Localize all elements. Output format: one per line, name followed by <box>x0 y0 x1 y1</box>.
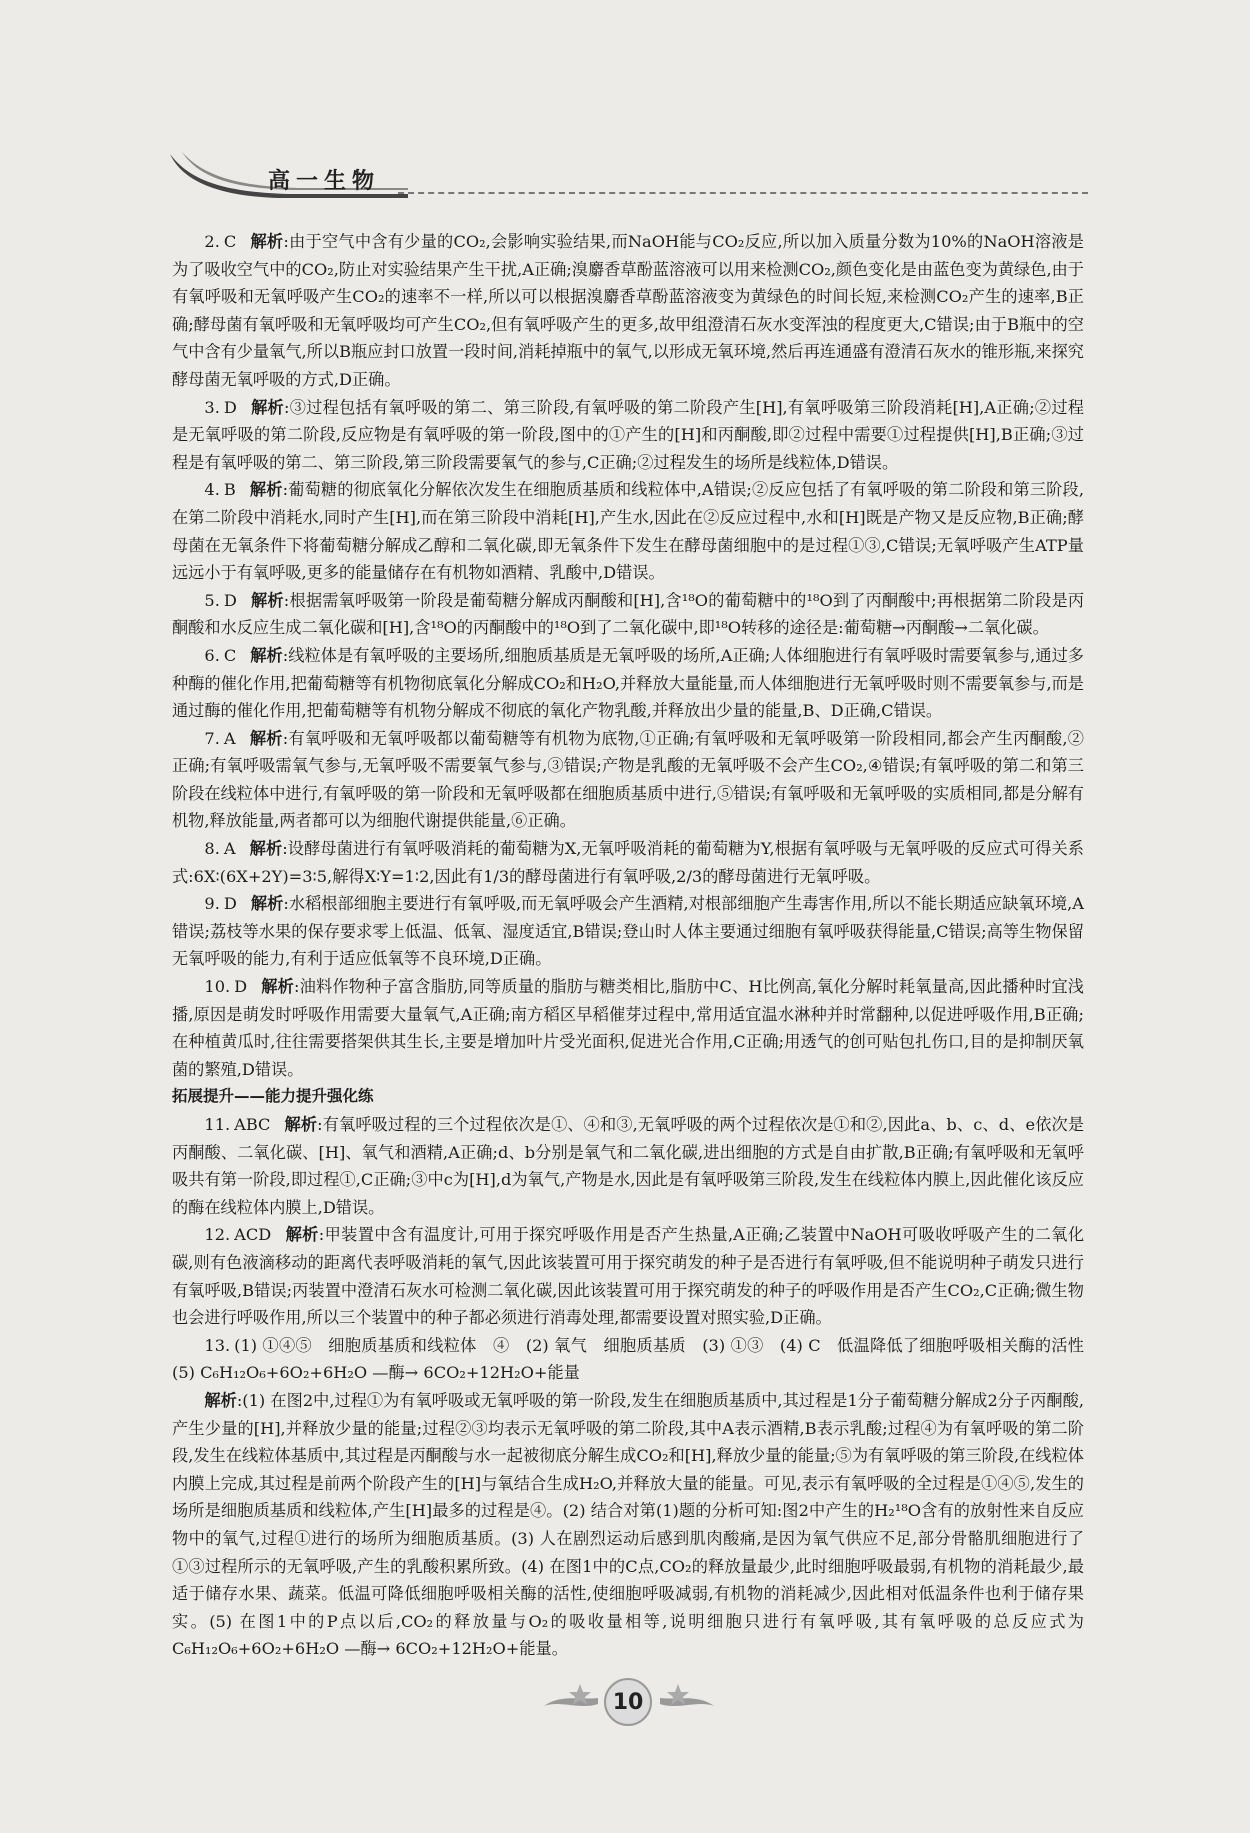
page-footer <box>540 1670 720 1730</box>
answer-item: 2. C 解析:由于空气中含有少量的CO₂,会影响实验结果,而NaOH能与CO₂反应,所以加入质量分数为10%的NaOH溶液是为了吸收空气中的CO₂,防止对实验结果产生干扰,A正确;溴麝香草酚蓝溶液可以用来检测CO₂,颜色变化是由蓝色变为黄绿色,由于有氧呼吸和无氧呼吸产生CO₂的速率不一样,所以可以根据溴麝香草酚蓝溶液变为黄绿色的时间长短,来检测CO₂产生的速率,B正确;酵母菌有氧呼吸和无氧呼吸均可产生CO₂,但有氧呼吸产生的更多,故甲组澄清石灰水变浑浊的程度更大,C错误;由于B瓶中的空气中含有少量氧气,所以B瓶应封口放置一段时间,消耗掉瓶中的氧气,以形成无氧环境,然后再连通盛有澄清石灰水的锥形瓶,来探究酵母菌无氧呼吸的方式,D正确。 <box>172 232 1084 389</box>
answer-item-13: 13. (1) ①④⑤ 细胞质基质和线粒体 ④ (2) 氧气 细胞质基质 (3) ①③ (4) C 低温降低了细胞呼吸相关酶的活性 (5) C₆H₁₂O₆+6O₂+6H₂O —酶→ 6CO₂+12H₂O+能量 <box>172 1335 1100 1383</box>
answer-item: 7. A 解析:有氧呼吸和无氧呼吸都以葡萄糖等有机物为底物,①正确;有氧呼吸和无氧呼吸第一阶段相同,都会产生丙酮酸,②正确;有氧呼吸需氧气参与,无氧呼吸不需要氧气参与,③错误;产物是乳酸的无氧呼吸不会产生CO₂,④错误;有氧呼吸的第二和第三阶段在线粒体中进行,有氧呼吸的第一阶段和无氧呼吸都在细胞质基质中进行,⑤错误;有氧呼吸和无氧呼吸的实质相同,都是分解有机物,释放能量,两者都可以为细胞代谢提供能量,⑥正确。 <box>172 728 1084 831</box>
answer-item: 5. D 解析:根据需氧呼吸第一阶段是葡萄糖分解成丙酮酸和[H],含¹⁸O的葡萄糖中的¹⁸O到了丙酮酸中;再根据第二阶段是丙酮酸和水反应生成二氧化碳和[H],含¹⁸O的丙酮酸中的¹⁸O到了二氧化碳中,即¹⁸O转移的途径是:葡萄糖→丙酮酸→二氧化碳。 <box>172 590 1085 638</box>
header-divider <box>398 192 1088 194</box>
answer-content <box>172 228 1100 1663</box>
answer-item: 11. ABC 解析:有氧呼吸过程的三个过程依次是①、④和③,无氧呼吸的两个过程依次是①和②,因此a、b、c、d、e依次是丙酮酸、二氧化碳、[H]、氧气和酒精,A正确;d、b分别是氧气和二氧化碳,进出细胞的方式是自由扩散,B正确;有氧呼吸和无氧呼吸共有第一阶段,即过程①,C正确;③中c为[H],d为氧气,产物是水,因此是有氧呼吸第三阶段,发生在线粒体内膜上,因此催化该反应的酶在线粒体内膜上,D错误。 <box>172 1115 1085 1217</box>
answer-13-explanation: 解析:(1) 在图2中,过程①为有氧呼吸或无氧呼吸的第一阶段,发生在细胞质基质中,其过程是1分子葡萄糖分解成2分子丙酮酸,产生少量的[H],并释放少量的能量;过程②③均表示无氧呼吸的第二阶段,其中A表示酒精,B表示乳酸;过程④为有氧呼吸的第二阶段,发生在线粒体基质中,其过程是丙酮酸与水一起被彻底分解生成CO₂和[H],释放少量的能量;⑤为有氧呼吸的第三阶段,在线粒体内膜上完成,其过程是前两个阶段产生的[H]与氧结合生成H₂O,并释放大量的能量。可见,表示有氧呼吸的全过程是①④⑤,发生的场所是细胞质基质和线粒体,产生[H]最多的过程是④。(2) 结合对第(1)题的分析可知:图2中产生的H₂¹⁸O含有的放射性来自反应物中的氧气,过程①进行的场所为细胞质基质。(3) 人在剧烈运动后感到肌肉酸痛,是因为氧气供应不足,部分骨骼肌细胞进行了①③过程所示的无氧呼吸,产生的乳酸积累所致。(4) 在图1中的C点,CO₂的释放量最少,此时细胞呼吸最弱,有机物的消耗最少,最适于储存水果、蔬菜。低温可降低细胞呼吸相关酶的活性,使细胞呼吸减弱,有机物的消耗减少,因此相对低温条件也利于储存果实。(5) 在图1中的P点以后,CO₂的释放量与O₂的吸收量相等,说明细胞只进行有氧呼吸,其有氧呼吸的总反应式为C₆H₁₂O₆+6O₂+6H₂O —酶→ 6CO₂+12H₂O+能量。 <box>172 1390 1085 1659</box>
answer-item: 6. C 解析:线粒体是有氧呼吸的主要场所,细胞质基质是无氧呼吸的场所,A正确;人体细胞进行有氧呼吸时需要氧参与,通过多种酶的催化作用,把葡萄糖等有机物彻底氧化分解成CO₂和H₂O,并释放大量能量,而人体细胞进行无氧呼吸时则不需要氧参与,而是通过酶的催化作用,把葡萄糖等有机物分解成不彻底的氧化产物乳酸,并释放出少量的能量,B、D正确,C错误。 <box>172 645 1084 721</box>
answer-13-key: (1) ①④⑤ 细胞质基质和线粒体 ④ (2) 氧气 细胞质基质 (3) ①③ (4) C 低温降低了细胞呼吸相关酶的活性 (5) C₆H₁₂O₆+6O₂+6H₂O —酶→ 6CO₂+12H₂O+能量 <box>172 1335 1100 1383</box>
footer-ornament-right <box>658 1670 718 1730</box>
page-header <box>168 150 1088 200</box>
page-number: 10 <box>604 1678 652 1726</box>
header-title: 高一生物 <box>268 169 381 194</box>
answer-item: 3. D 解析:③过程包括有氧呼吸的第二、第三阶段,有氧呼吸的第二阶段产生[H],有氧呼吸第三阶段消耗[H],A正确;②过程是无氧呼吸的第二阶段,反应物是有氧呼吸的第一阶段,图中的①产生的[H]和丙酮酸,即②过程中需要①过程提供[H],B正确;③过程是有氧呼吸的第二、第三阶段,第三阶段需要氧气的参与,C正确;②过程发生的场所是线粒体,D错误。 <box>172 397 1084 472</box>
answer-item: 8. A 解析:设酵母菌进行有氧呼吸消耗的葡萄糖为X,无氧呼吸消耗的葡萄糖为Y,根据有氧呼吸与无氧呼吸的反应式可得关系式:6X∶(6X+2Y)=3∶5,解得X∶Y=1∶2,因此有1/3的酵母菌进行有氧呼吸,2/3的酵母菌进行无氧呼吸。 <box>172 839 1084 886</box>
section-title: 拓展提升——能力提升强化练 <box>172 1087 374 1106</box>
answer-item: 12. ACD 解析:甲装置中含有温度计,可用于探究呼吸作用是否产生热量,A正确;乙装置中NaOH可吸收呼吸产生的二氧化碳,则有色液滴移动的距离代表呼吸消耗的氧气,因此该装置可用于探究萌发的种子是否进行有氧呼吸,但不能说明种子萌发只进行有氧呼吸,B错误;丙装置中澄清石灰水可检测二氧化碳,因此该装置可用于探究萌发的种子的呼吸作用是否产生CO₂,C正确;微生物也会进行呼吸作用,所以三个装置中的种子都必须进行消毒处理,都需要设置对照实验,D正确。 <box>172 1225 1085 1328</box>
answer-item: 4. B 解析:葡萄糖的彻底氧化分解依次发生在细胞质基质和线粒体中,A错误;②反应包括了有氧呼吸的第二阶段和第三阶段,在第二阶段中消耗水,同时产生[H],而在第三阶段中消耗[H],产生水,因此在②反应过程中,水和[H]既是产物又是反应物,B正确;酵母菌在无氧条件下将葡萄糖分解成乙醇和二氧化碳,即无氧条件下发生在酵母菌细胞中的是过程①③,C错误;无氧呼吸产生ATP量远远小于有氧呼吸,更多的能量储存在有机物如酒精、乳酸中,D错误。 <box>172 480 1085 583</box>
answer-item: 9. D 解析:水稻根部细胞主要进行有氧呼吸,而无氧呼吸会产生酒精,对根部细胞产生毒害作用,所以不能长期适应缺氧环境,A错误;荔枝等水果的保存要求零上低温、低氧、湿度适宜,B错误;登山时人体主要通过细胞有氧呼吸获得能量,C错误;高等生物保留无氧呼吸的能力,有利于适应低氧等不良环境,D正确。 <box>172 894 1084 969</box>
answer-item: 10. D 解析:油料作物种子富含脂肪,同等质量的脂肪与糖类相比,脂肪中C、H比例高,氧化分解时耗氧量高,因此播种时宜浅播,原因是萌发时呼吸作用需要大量氧气,A正确;南方稻区早稻催芽过程中,常用适宜温水淋种并时常翻种,以促进呼吸作用,B正确;在种植黄瓜时,往往需要搭架供其生长,主要是增加叶片受光面积,促进光合作用,C正确;用透气的创可贴包扎伤口,目的是抑制厌氧菌的繁殖,D错误。 <box>172 977 1084 1079</box>
footer-ornament-left <box>540 1670 600 1730</box>
